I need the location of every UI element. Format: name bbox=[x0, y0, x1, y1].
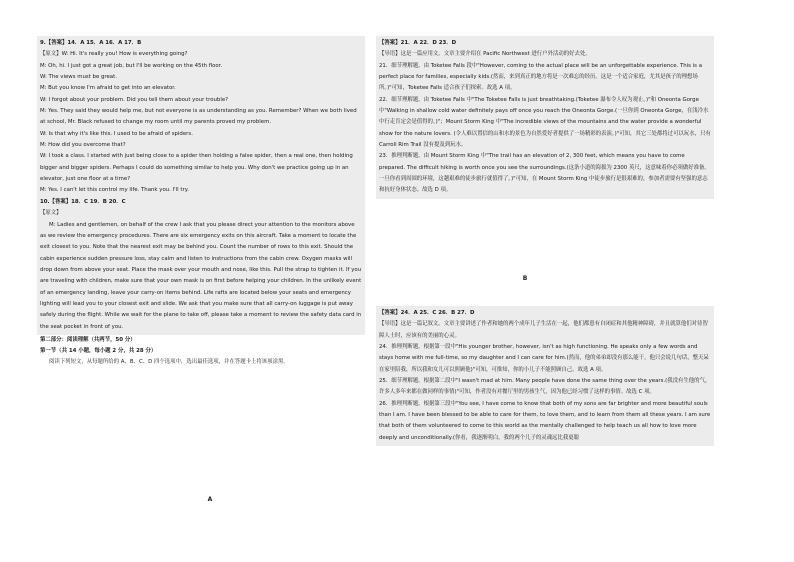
q9-answer-header: 9.【答案】14．A 15．A 16．A 17．B bbox=[40, 40, 142, 46]
transcript-line: M: Oh, hi. I just got a great job, but I'll be working on the 45th floor. bbox=[40, 62, 223, 69]
explanation-paragraph: 24．推理判断题。根据第一段中"His younger brother, however, isn't as high functioning. He speaks only a few words and stays home with me full-time, so my daughter and I can care for him.(然而，他的弟弟却没有那么能干，他只会说几句话，整天呆在家里陪我，所以我和女儿可以照顾他)"可知，可推知，你的小儿子不能照顾自己。故选 A 项。 bbox=[379, 344, 709, 373]
explanation-paragraph: 22．细节理解题。由 Toketee Falls 中"The Toketee Falls is just breathtaking.(Toketee 瀑布令人叹为观止。)"和 Oneonta Gorge 中"Walking in shallow cold water definitely pays off once you reach the Oneonta Gorge.(一旦你到 Oneonta Gorge，在浅冷水中行走肯定会是值得的。)"；Mount Storm King 中"The incredible views of the mountains and the water provide a wonderful show for the nature lovers. (令人难以置信的山和水的景色为自然爱好者提供了一场精彩的表演。)"可知，其它三处都将过可以玩水，只有 Carroll Rim Trail 没有提及到玩水。 bbox=[379, 96, 711, 149]
transcript-line: M: Yes. I can't let this control my life. Thank you. I'll try. bbox=[40, 187, 189, 194]
explanation-paragraph: 23．推理判断题。由 Mount Storm King 中"The trail has an elevation of 2, 300 feet, which means you have to come prepared. The difficult hiking is worth once you see the surroundings.(这条小道的海拔为 2300 英尺，这意味着你必须做好准备。一旦你看到周围的环境，这趟艰难的徒步旅行就值得了。)"可知，在 Mount Storm King 中徒步旅行是很艰难的，参加者需要有坚强的意志和抗好身体状态。故选 D 项。 bbox=[379, 153, 710, 194]
passage-b-label: B bbox=[522, 275, 528, 282]
left-column bbox=[37, 36, 365, 369]
q10-transcript-label: 【原文】 bbox=[40, 210, 62, 217]
transcript-line: W: I took a class. I started with just being close to a spider then holding a false spider, then a real one, then holding bigger and bigger spiders. Perhaps I could do something similar to help you. Why don't we practice going up in an elevator, just one floor at a time? bbox=[40, 153, 353, 183]
reading-answers-24-27-box bbox=[376, 306, 714, 446]
explanation-paragraph: 25．细节理解题。根据第二段中"I wasn't mad at him. Many people have done the same thing over the years.(我没有生他的气，许多人多年来都在做同样的事情)"可知，作者没有对餐厅里的男孩生气，因为他已经习惯了这样的事情。故选 C 项。 bbox=[379, 378, 711, 396]
transcript-line: 【原文】W: Hi. It's really you! How is everything going? bbox=[40, 51, 188, 58]
passage-a-label: A bbox=[207, 496, 213, 503]
explanation-paragraph: 26．推理判断题。根据第三段中"You see, I have come to know that both of my sons are far brighter and more beautiful souls than I am. I have been blessed to be able to care for them, to love them, and to learn from them all these years. I am sure that both of them volunteered to come to this world as the mentally challenged to help teach us all how to love more deeply and unconditionally.(你看，我逐渐明白，我的两个儿子的灵魂远比我更聪 bbox=[379, 400, 711, 441]
answer-header: 【答案】24．A 25．C 26．B 27．D bbox=[379, 310, 475, 316]
reading-answers-21-23-box bbox=[376, 36, 714, 199]
transcript-line: M: But you know I'm afraid to get into an elevator. bbox=[40, 85, 176, 92]
explanation-paragraph: 【导语】这是一篇应用文。文章主要介绍在 Pacific Northwest 进行户外活动的好去处。 bbox=[379, 51, 591, 58]
transcript-line: M: Yes. They said they would help me, but not everyone is as understanding as you. Remember? When we both lived at school, Mr. Black refused to change my room until my parents proved my problem. bbox=[40, 108, 357, 126]
part2-title: 第二部分：阅读理解（共两节，50 分） bbox=[40, 336, 136, 343]
transcript-line: W: The views must be great. bbox=[40, 74, 117, 81]
right-column bbox=[376, 36, 714, 199]
q9-transcript bbox=[40, 49, 362, 196]
transcript-line: W: I forgot about your problem. Did you tell them about your trouble? bbox=[40, 96, 229, 103]
answer-header: 【答案】21．A 22．D 23．D bbox=[379, 40, 457, 46]
reading-instructions: 阅读下列短文，从每题所给的 A、B、C、D 四个选项中，选出最佳选项，并在答题卡上将该项涂黑。 bbox=[49, 359, 289, 366]
section1-title: 第一节（共 14 小题，每小题 2 分，共 28 分） bbox=[40, 348, 157, 355]
q10-answer-header: 10.【答案】18．C 19．B 20．C bbox=[40, 198, 126, 205]
explanation-paragraph: 【导语】这是一篇记叙文。文章主要讲述了作者和她的两个成年儿子生活在一起，他们都患有自闭症和其他精神障碍，并且就算他们对待智障人士时，应该有的美丽的心灵。 bbox=[379, 321, 708, 339]
right-column-lower bbox=[376, 306, 714, 446]
listening-answers-box bbox=[37, 36, 365, 335]
transcript-line: W: Is that why it's like this. I used to be afraid of spiders. bbox=[40, 130, 193, 137]
transcript-line: M: How did you overcome that? bbox=[40, 142, 126, 149]
explanation-paragraph: 21．细节理解题。由 Toketee Falls 段中"However, coming to the actual place will be an unforgettable experience. This is a perfect place for families, especially kids.(然而，来到真正的地方将是一次难忘的经历。这是一个适合家庭，尤其是孩子的理想场所。)"可知，Toketee Falls 适合孩子们探索。故选 A 项。 bbox=[379, 62, 702, 92]
reading-section-header bbox=[37, 335, 365, 369]
q10-transcript: M: Ladies and gentlemen, on behalf of the crew I ask that you please direct your attention to the monitors above as we review the emergency procedures. There are six emergency exits on this aircraft. Take a moment to locate the exit closest to you. Note that the nearest exit may be behind you. Count the number of rows to this exit. Should the cabin experience sudden pressure loss, stay calm and listen to instructions from the cabin crew. Oxygen masks will drop down from above your seat. Place the mask over your mouth and nose, like this. Pull the strap to tighten it. If you are traveling with children, make sure that your own mask is on first before helping your children. In the unlikely event of an emergency landing, leave your carry-on items behind. Life rafts are located below your seats and emergency lighting will lead you to your closest exit and slide. We ask that you make sure that all carry-on luggage is put away safely during the flight. While we wait for the plane to take off, please take a moment to review the safety data card in the seat pocket in front of you. bbox=[40, 221, 362, 330]
